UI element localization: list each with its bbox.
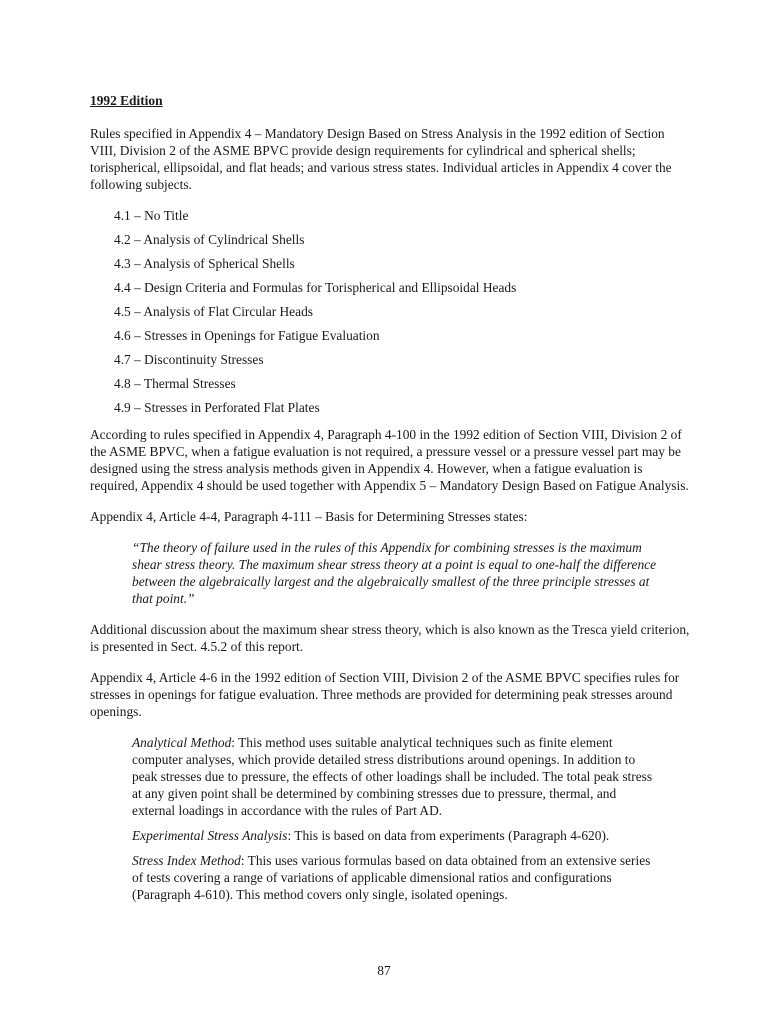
list-item: 4.4 – Design Criteria and Formulas for Torispherical and Ellipsoidal Heads — [114, 280, 517, 295]
method-analytical — [132, 734, 660, 819]
list-item: 4.3 – Analysis of Spherical Shells — [114, 256, 295, 271]
fatigue-evaluation-paragraph: According to rules specified in Appendix 4, Paragraph 4-100 in the 1992 edition of Section VIII, Division 2 of the ASME BPVC, when a fatigue evaluation is not required, a pressure vessel or a pressure vessel part may be designed using the stress analysis methods given in Appendix 4. However, when a fatigue evaluation is required, Appendix 4 should be used together with Appendix 5 – Mandatory Design Based on Fatigue Analysis. — [90, 427, 689, 493]
intro-paragraph: Rules specified in Appendix 4 – Mandatory Design Based on Stress Analysis in the 1992 edition of Section VIII, Division 2 of the ASME BPVC provide design requirements for cylindrical and spherical shells; torispherical, ellipsoidal, and flat heads; and various stress states. Individual articles in Appendix 4 cover the following subjects. — [90, 126, 672, 192]
method-stress-index — [132, 852, 660, 903]
method-experimental — [132, 827, 660, 844]
appendix-subject-list — [114, 207, 690, 416]
list-item: 4.9 – Stresses in Perforated Flat Plates — [114, 400, 320, 415]
list-item: 4.8 – Thermal Stresses — [114, 376, 236, 391]
quoted-rule: “The theory of failure used in the rules of this Appendix for combining stresses is the maximum shear stress theory. The maximum shear stress theory at a point is equal to one-half the difference between the algebraically largest and the algebraically smallest of the three principle stresses at that point.” — [132, 540, 657, 606]
method-name: Stress Index Method — [132, 853, 241, 868]
method-description: : This uses various formulas based on data obtained from an extensive series of tests covering a range of variations of applicable dimensional ratios and configurations (Paragraph 4-610). This method covers only single, isolated openings. — [132, 853, 651, 902]
article-4-6-paragraph: Appendix 4, Article 4-6 in the 1992 edition of Section VIII, Division 2 of the ASME BPVC specifies rules for stresses in openings for fatigue evaluation. Three methods are provided for determining peak stresses around openings. — [90, 670, 680, 719]
method-list — [132, 734, 660, 903]
basis-paragraph: Appendix 4, Article 4-4, Paragraph 4-111 – Basis for Determining Stresses states: — [90, 509, 528, 524]
list-item: 4.2 – Analysis of Cylindrical Shells — [114, 232, 305, 247]
section-heading: 1992 Edition — [90, 93, 163, 108]
list-item: 4.6 – Stresses in Openings for Fatigue Evaluation — [114, 328, 380, 343]
page-number: 87 — [377, 963, 391, 978]
method-name: Analytical Method — [132, 735, 232, 750]
method-name: Experimental Stress Analysis — [132, 828, 288, 843]
tresca-paragraph: Additional discussion about the maximum shear stress theory, which is also known as the Tresca yield criterion, is presented in Sect. 4.5.2 of this report. — [90, 622, 690, 654]
method-description: : This method uses suitable analytical techniques such as finite element computer analyses, which provide detailed stress distributions around openings. In addition to peak stresses due to pressure, the effects of other loadings shall be included. The total peak stress at any given point shall be determined by combining stresses due to pressure, thermal, and external loadings in accordance with the rules of Part AD. — [132, 735, 653, 818]
method-description: : This is based on data from experiments (Paragraph 4-620). — [287, 828, 610, 843]
list-item: 4.1 – No Title — [114, 208, 189, 223]
list-item: 4.7 – Discontinuity Stresses — [114, 352, 264, 367]
document-page — [90, 92, 690, 911]
list-item: 4.5 – Analysis of Flat Circular Heads — [114, 304, 313, 319]
